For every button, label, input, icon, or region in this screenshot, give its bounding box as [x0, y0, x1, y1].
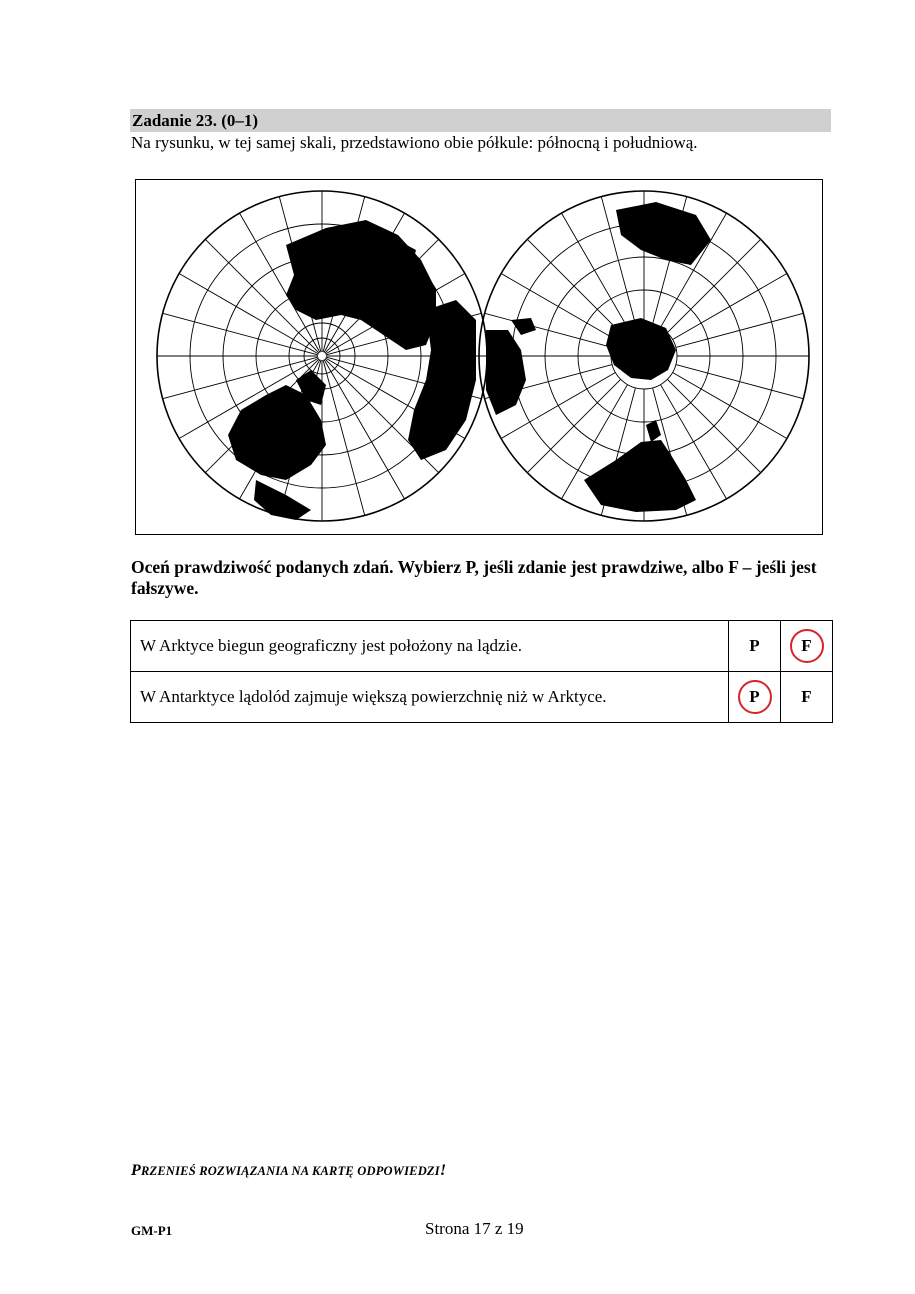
note-body: RZENIEŚ ROZWIĄZANIA NA KARTĘ ODPOWIEDZI: [140, 1164, 440, 1178]
option-f-2-label: F: [801, 687, 812, 706]
hemispheres-map-image: [136, 180, 824, 536]
task-description: Na rysunku, w tej samej skali, przedstawiono obie półkule: północną i południową.: [131, 133, 698, 152]
meridian-line: [667, 379, 760, 472]
option-p-2-label: P: [749, 687, 760, 706]
option-p-1-label: P: [749, 636, 760, 655]
meridian-line: [163, 313, 319, 355]
meridian-line: [676, 313, 804, 347]
meridian-line: [527, 239, 620, 332]
meridian-line: [673, 274, 787, 340]
task-title: Zadanie 23. (0–1): [130, 109, 831, 132]
instruction-text: Oceń prawdziwość podanych zdań. Wybierz P, jeśli zdanie jest prawdziwe, albo F – jeśli jest fałszywe.: [131, 557, 817, 598]
meridian-line: [527, 379, 620, 472]
meridian-line: [323, 360, 365, 516]
statement-row-1: [131, 621, 833, 672]
exam-code: GM-P1: [131, 1223, 173, 1238]
note-first-letter: P: [131, 1162, 141, 1179]
option-f-1[interactable]: [781, 621, 833, 672]
option-f-1-label: F: [801, 636, 812, 655]
meridian-line: [676, 365, 804, 399]
statement-row-2: [131, 672, 833, 723]
true-false-table: [130, 620, 833, 723]
option-p-1[interactable]: [729, 621, 781, 672]
transfer-answers-note: [131, 1162, 446, 1180]
option-f-2[interactable]: [781, 672, 833, 723]
statement-text-2: W Antarktyce lądolód zajmuje większą powierzchnię niż w Arktyce.: [131, 672, 729, 723]
statement-text-1: W Arktyce biegun geograficzny jest położony na lądzie.: [131, 621, 729, 672]
meridian-line: [673, 373, 787, 439]
meridian-line: [562, 213, 628, 327]
note-end: !: [439, 1162, 447, 1179]
hemispheres-map: [135, 179, 823, 535]
page-number: Strona 17 z 19: [425, 1219, 524, 1238]
option-p-2[interactable]: [729, 672, 781, 723]
